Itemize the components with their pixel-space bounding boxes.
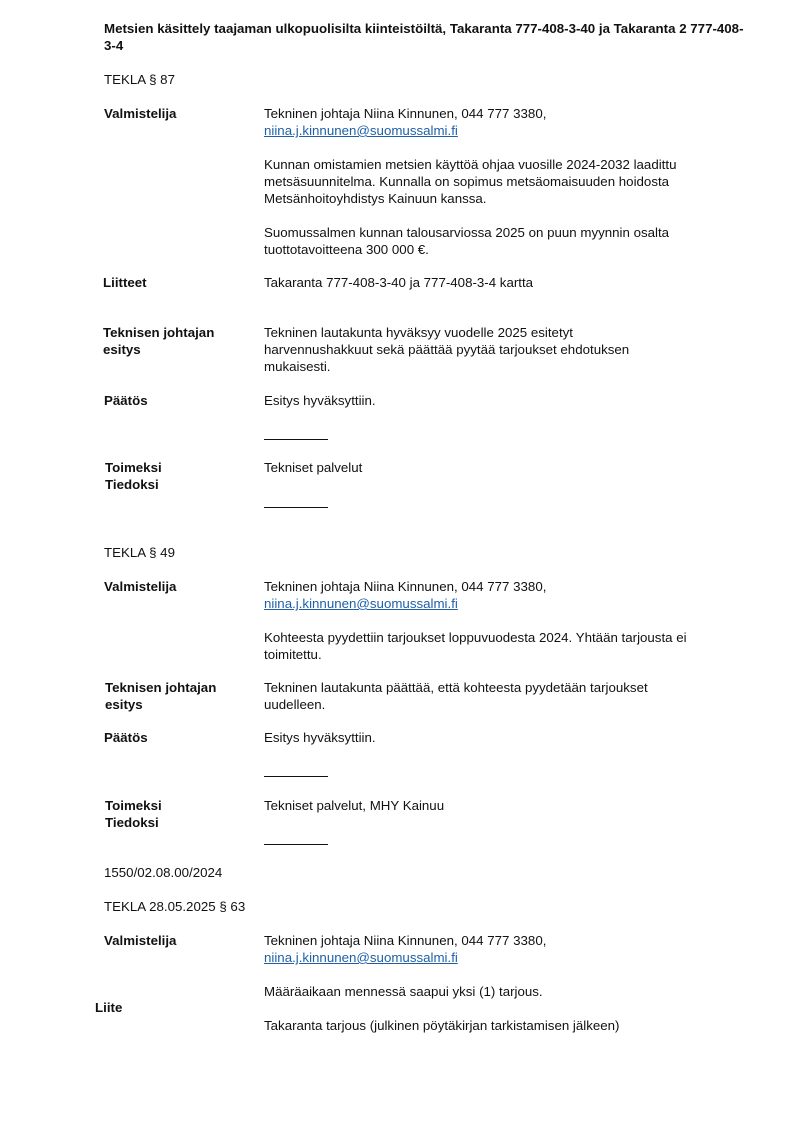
toimeksi-label [105, 797, 162, 831]
toimeksi-label-line: Toimeksi [105, 798, 162, 813]
toimeksi-label [105, 459, 162, 493]
liitteet-value: Takaranta 777-408-3-40 ja 777-408-3-4 kartta [264, 275, 534, 290]
divider [264, 844, 328, 845]
section-heading: TEKLA 28.05.2025 § 63 [104, 899, 246, 914]
preparer-name: Tekninen johtaja Niina Kinnunen, 044 777 3380, [264, 106, 547, 121]
tiedoksi-label-line: Tiedoksi [105, 815, 159, 830]
email-link[interactable]: niina.j.kinnunen@suomussalmi.fi [264, 596, 458, 611]
document-title: Metsien käsittely taajaman ulkopuolisilta kiinteistöiltä, Takaranta 777-408-3-40 ja Takaranta 2 777-408-3-4 [104, 21, 744, 53]
paragraph: Suomussalmen kunnan talousarviossa 2025 on puun myynnin osalta tuottotavoitteena 300 000 €. [264, 225, 670, 257]
liite-value: Takaranta tarjous (julkinen pöytäkirjan tarkistamisen jälkeen) [264, 1018, 620, 1033]
paatos-label: Päätös [104, 730, 148, 745]
esitys-value: Tekninen lautakunta hyväksyy vuodelle 2025 esitetyt harvennushakkuut sekä päättää pyytää tarjoukset ehdotuksen mukaisesti. [264, 325, 630, 374]
email-link[interactable]: niina.j.kinnunen@suomussalmi.fi [264, 950, 458, 965]
paatos-value: Esitys hyväksyttiin. [264, 393, 376, 408]
paatos-label: Päätös [104, 393, 148, 408]
esitys-label [103, 324, 214, 358]
toimeksi-label-line: Toimeksi [105, 460, 162, 475]
valmistelija-block [264, 578, 744, 663]
divider [264, 507, 328, 508]
tiedoksi-label-line: Tiedoksi [105, 477, 159, 492]
esitys-label-line1: Teknisen johtajan [105, 680, 217, 695]
esitys-label-line2: esitys [105, 697, 143, 712]
diary-number: 1550/02.08.00/2024 [104, 865, 223, 880]
preparer-name: Tekninen johtaja Niina Kinnunen, 044 777 3380, [264, 579, 547, 594]
paatos-value: Esitys hyväksyttiin. [264, 730, 376, 745]
preparer-name: Tekninen johtaja Niina Kinnunen, 044 777 3380, [264, 933, 547, 948]
section-heading: TEKLA § 87 [104, 72, 175, 87]
toimeksi-value: Tekniset palvelut, MHY Kainuu [264, 798, 445, 813]
paragraph: Määräaikaan mennessä saapui yksi (1) tarjous. [264, 984, 543, 999]
email-link[interactable]: niina.j.kinnunen@suomussalmi.fi [264, 123, 458, 138]
divider [264, 776, 328, 777]
esitys-label-line1: Teknisen johtajan [103, 325, 215, 340]
valmistelija-label: Valmistelija [104, 933, 177, 948]
valmistelija-label: Valmistelija [104, 579, 177, 594]
paragraph: Kohteesta pyydettiin tarjoukset loppuvuodesta 2024. Yhtään tarjousta ei toimitettu. [264, 630, 687, 662]
paragraph: Kunnan omistamien metsien käyttöä ohjaa vuosille 2024-2032 laadittu metsäsuunnitelma. Kunnalla on sopimus metsäomaisuuden hoidosta Metsänhoitoyhdistys Kainuun kanssa. [264, 157, 677, 206]
section-heading: TEKLA § 49 [104, 545, 175, 560]
esitys-label [105, 679, 216, 713]
esitys-label-line2: esitys [103, 342, 141, 357]
valmistelija-block [264, 932, 739, 1034]
toimeksi-value: Tekniset palvelut [264, 460, 363, 475]
valmistelija-block [264, 105, 739, 258]
liitteet-label: Liitteet [103, 275, 147, 290]
esitys-value: Tekninen lautakunta päättää, että kohteesta pyydetään tarjoukset uudelleen. [264, 680, 648, 712]
valmistelija-label: Valmistelija [104, 106, 177, 121]
divider [264, 439, 328, 440]
liite-label: Liite [95, 1000, 123, 1015]
